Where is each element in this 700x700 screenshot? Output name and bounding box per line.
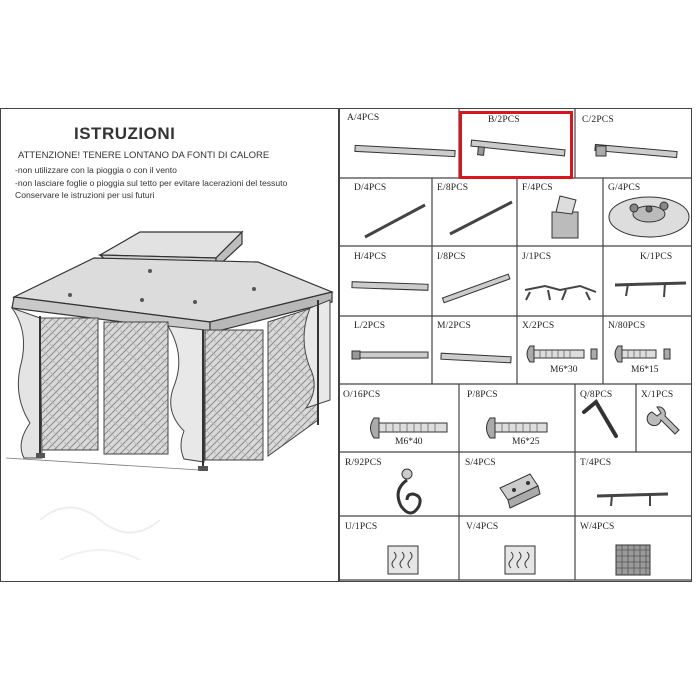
bolt-size-o: M6*40 [395, 437, 423, 447]
note-keep-instructions: Conservare le istruzioni per usi futuri [15, 190, 155, 200]
part-label-c: C/2PCS [582, 115, 614, 125]
part-label-a: A/4PCS [347, 113, 380, 123]
part-label-h: H/4PCS [354, 252, 387, 262]
part-label-d: D/4PCS [354, 183, 387, 193]
part-label-e: E/8PCS [437, 183, 469, 193]
part-n-bolt-icon [615, 346, 670, 362]
part-label-n: N/80PCS [608, 321, 646, 331]
part-label-j: J/1PCS [522, 252, 552, 262]
part-label-o: O/16PCS [343, 390, 381, 400]
part-w-mesh-icon [616, 545, 650, 575]
part-i-tube-icon [442, 274, 509, 303]
part-label-t: T/4PCS [580, 458, 612, 468]
part-x-wrench-icon [647, 407, 679, 434]
part-label-k: K/1PCS [640, 252, 673, 262]
page-title: ISTRUZIONI [74, 124, 176, 143]
part-m-tube-icon [441, 353, 511, 363]
part-u-canopy-icon [388, 546, 418, 574]
part-label-i: I/8PCS [437, 252, 466, 262]
part-label-s: S/4PCS [465, 458, 496, 468]
part-label-b: B/2PCS [488, 115, 520, 125]
part-a-tube-icon [355, 145, 455, 156]
bolt-size-x: M6*30 [550, 365, 578, 375]
part-label-l: L/2PCS [354, 321, 386, 331]
part-label-v: V/4PCS [466, 522, 499, 532]
part-h-tube-icon [352, 282, 428, 291]
part-q-hex-key-icon [584, 402, 616, 436]
part-label-x-bolt: X/2PCS [522, 321, 555, 331]
bolt-size-p: M6*25 [512, 437, 540, 447]
part-p-bolt-icon [487, 418, 548, 438]
part-s-bracket-icon [500, 474, 540, 508]
part-b-highlight-box [459, 111, 573, 179]
warning-text: ATTENZIONE! TENERE LONTANO DA FONTI DI CALORE [18, 150, 270, 161]
part-label-w: W/4PCS [580, 522, 615, 532]
part-e-rod-icon [450, 202, 512, 234]
part-label-m: M/2PCS [437, 321, 471, 331]
part-j-connector-icon [525, 286, 596, 300]
part-label-p: P/8PCS [467, 390, 498, 400]
part-g-base-plate-icon [609, 197, 689, 237]
part-label-f: F/4PCS [522, 183, 553, 193]
part-label-g: G/4PCS [608, 183, 641, 193]
bolt-size-n: M6*15 [631, 365, 659, 375]
part-k-bar-icon [615, 283, 686, 297]
part-r-hook-icon [398, 469, 420, 513]
note-rain-wind: -non utilizzare con la pioggia o con il vento [15, 165, 177, 175]
part-f-bracket-icon [552, 196, 578, 238]
part-label-q: Q/8PCS [580, 390, 613, 400]
part-l-tube-icon [352, 351, 428, 359]
part-x-bolt-icon [527, 346, 597, 362]
part-v-curtain-icon [505, 546, 535, 574]
part-o-bolt-icon [371, 418, 448, 438]
part-t-bar-icon [597, 494, 668, 506]
part-label-x-wrench: X/1PCS [641, 390, 674, 400]
part-d-rod-icon [365, 205, 425, 237]
part-c-tube-icon [595, 144, 677, 157]
part-label-r: R/92PCS [345, 458, 382, 468]
part-label-u: U/1PCS [345, 522, 378, 532]
note-roof-leaves: -non lasciare foglie o pioggia sul tetto per evitare lacerazioni del tessuto [15, 178, 288, 188]
